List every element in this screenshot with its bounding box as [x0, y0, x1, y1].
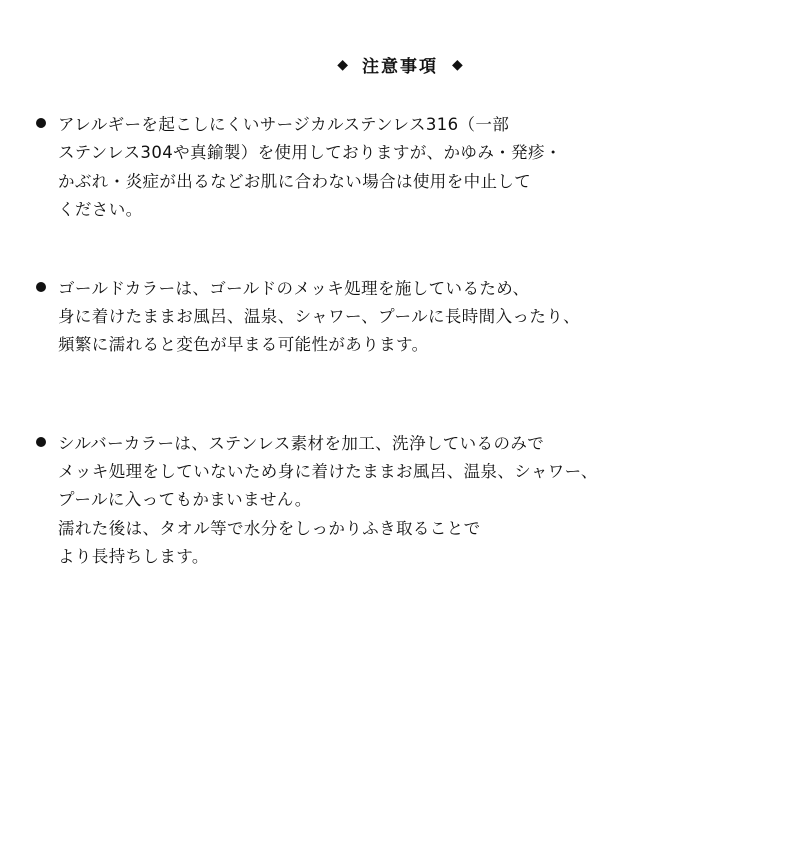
note-line: ください。 [58, 200, 143, 220]
note-line: メッキ処理をしていないため身に着けたままお風呂、温泉、シャワー、 [58, 462, 598, 481]
note-text-block [58, 111, 766, 225]
diamond-right-icon: ◆ [452, 56, 463, 73]
note-line: かぶれ・炎症が出るなどお肌に合わない場合は使用を中止して [58, 171, 532, 191]
note-line: アレルギーを起こしにくいサージカルステンレス316（一部 [58, 115, 510, 134]
note-line: 濡れた後は、タオル等で水分をしっかりふき取ることで [58, 518, 481, 538]
bullet-icon [36, 118, 46, 128]
spacer [36, 265, 766, 275]
page-title-text: 注意事項 [362, 57, 438, 77]
note-line: 身に着けたままお風呂、温泉、シャワー、プールに長時間入ったり、 [58, 306, 581, 326]
spacer [36, 400, 766, 430]
notice-page [0, 52, 800, 852]
notice-list [0, 111, 800, 572]
list-item [36, 275, 766, 360]
note-line: ステンレス304や真鍮製）を使用しておりますが、かゆみ・発疹・ [58, 143, 562, 163]
note-text-block [58, 430, 766, 572]
note-line: より長持ちします。 [58, 547, 209, 567]
note-text-block [58, 275, 766, 360]
note-line: ゴールドカラーは、ゴールドのメッキ処理を施しているため、 [58, 278, 530, 298]
bullet-icon [36, 437, 46, 447]
note-line: プールに入ってもかまいません。 [58, 490, 312, 510]
note-line: 頻繁に濡れると変色が早まる可能性があります。 [58, 335, 429, 355]
list-item [36, 430, 766, 572]
bullet-icon [36, 282, 46, 292]
diamond-left-icon: ◆ [337, 56, 348, 73]
page-title [0, 52, 800, 77]
list-item [36, 111, 766, 225]
note-line: シルバーカラーは、ステンレス素材を加工、洗浄しているのみで [58, 433, 545, 453]
